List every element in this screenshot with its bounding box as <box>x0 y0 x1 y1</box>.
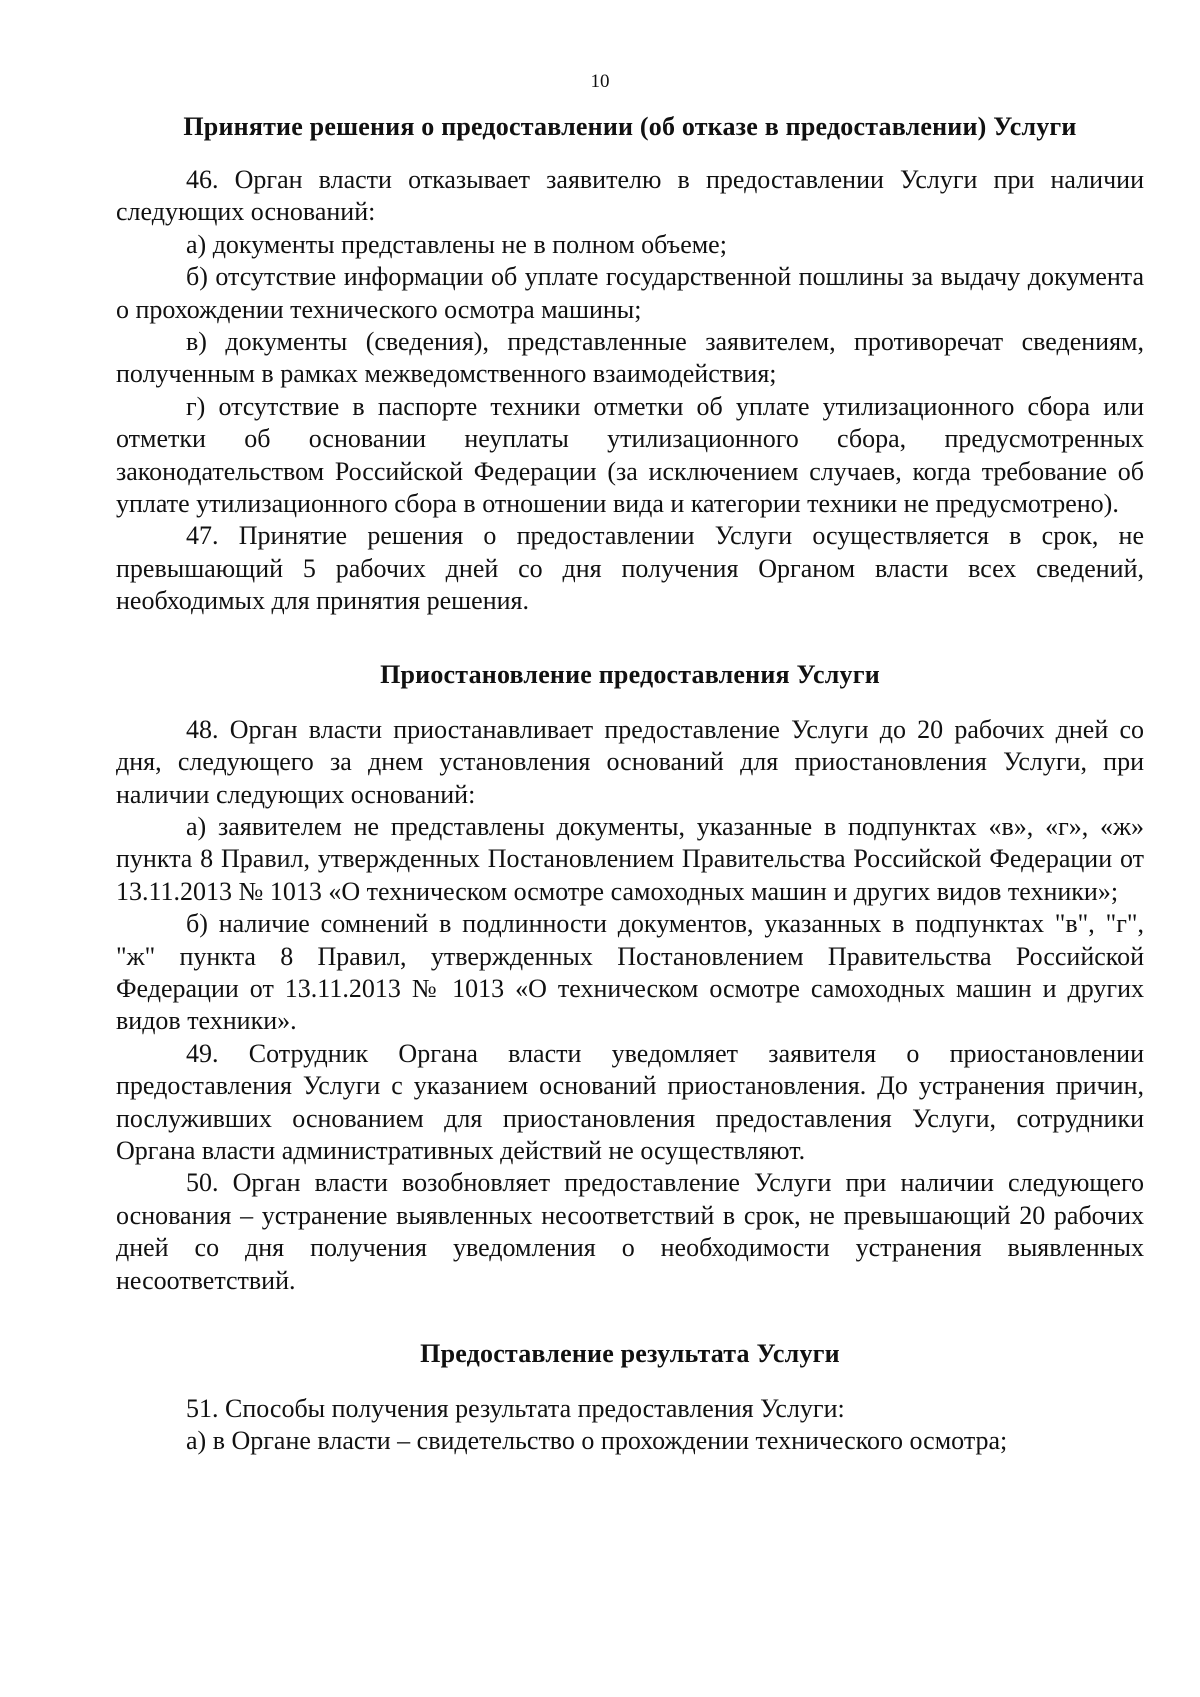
paragraph-47: 47. Принятие решения о предоставлении Услуги осуществляется в срок, не превышающий 5 рабочих дней со дня получения Органом власти всех сведений, необходимых для принятия решения. <box>116 521 1144 616</box>
paragraph-48-a: а) заявителем не представлены документы, указанные в подпунктах «в», «г», «ж» пункта 8 Правил, утвержденных Постановлением Правительства Российской Федерации от 13.11.2013 № 1013 «О техническом осмотре самоходных машин и других видов техники»; <box>116 811 1144 906</box>
paragraph-50: 50. Орган власти возобновляет предоставление Услуги при наличии следующего основания – устранение выявленных несоответствий в срок, не превышающий 20 рабочих дней со дня получения уведомления о необходимости устранения выявленных несоответствий. <box>116 1168 1144 1295</box>
document-body <box>116 110 1144 1458</box>
section-heading-decision: Принятие решения о предоставлении (об отказе в предоставлении) Услуги <box>183 112 1077 141</box>
page-number: 10 <box>590 71 610 92</box>
paragraph-46-a: а) документы представлены не в полном объеме; <box>186 229 727 259</box>
paragraph-46: 46. Орган власти отказывает заявителю в предоставлении Услуги при наличии следующих оснований: <box>116 165 1144 227</box>
paragraph-46-g: г) отсутствие в паспорте техники отметки об уплате утилизационного сбора или отметки об основании неуплаты утилизационного сбора, предусмотренных законодательством Российской Федерации (за исключением случаев, когда требование об уплате утилизационного сбора в отношении вида и категории техники не предусмотрено). <box>116 391 1144 519</box>
paragraph-48-b: б) наличие сомнений в подлинности документов, указанных в подпунктах "в", "г", "ж" пункта 8 Правил, утвержденных Постановлением Правительства Российской Федерации от 13.11.2013 № 1013 «О техническом осмотре самоходных машин и других видов техники». <box>116 909 1144 1036</box>
paragraph-51-a: а) в Органе власти – свидетельство о прохождении технического осмотра; <box>186 1426 1008 1456</box>
paragraph-48: 48. Орган власти приостанавливает предоставление Услуги до 20 рабочих дней со дня, следующего за днем установления оснований для приостановления Услуги, при наличии следующих оснований: <box>116 714 1144 809</box>
paragraph-51: 51. Способы получения результата предоставления Услуги: <box>186 1394 845 1423</box>
paragraph-46-b: б) отсутствие информации об уплате государственной пошлины за выдачу документа о прохождении технического осмотра машины; <box>116 262 1144 324</box>
paragraph-49: 49. Сотрудник Органа власти уведомляет заявителя о приостановлении предоставления Услуги с указанием оснований приостановления. До устранения причин, послуживших основанием для приостановления предоставления Услуги, сотрудники Органа власти административных действий не осуществляют. <box>116 1038 1144 1165</box>
paragraph-46-v: в) документы (сведения), представленные заявителем, противоречат сведениям, полученным в рамках межведомственного взаимодействия; <box>116 327 1144 389</box>
section-heading-result: Предоставление результата Услуги <box>420 1339 840 1368</box>
section-heading-suspension: Приостановление предоставления Услуги <box>380 659 880 689</box>
